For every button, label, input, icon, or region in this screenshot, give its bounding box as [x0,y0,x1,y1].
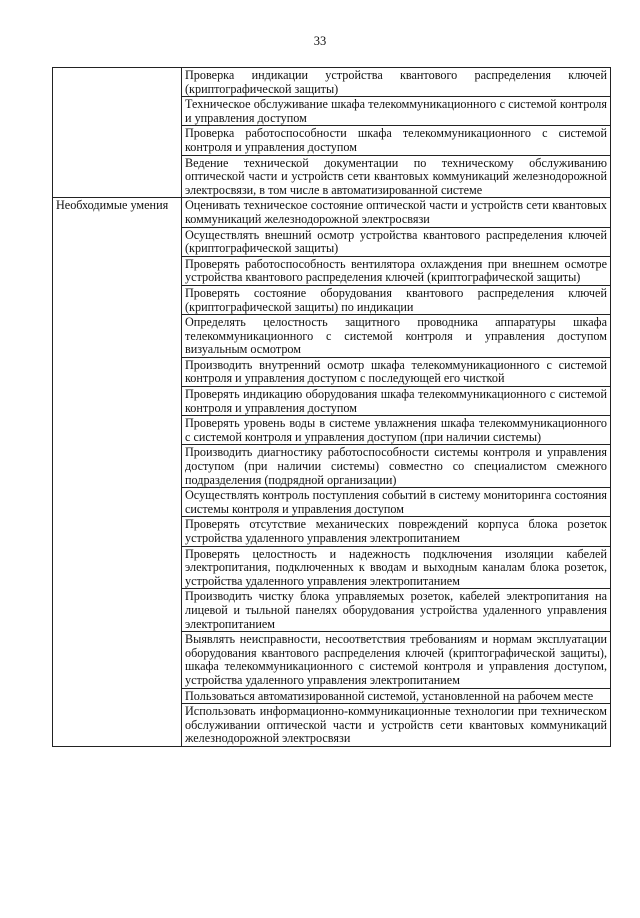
table-cell-item: Техническое обслуживание шкафа телекоммуникационного с системой контроля и управления доступом [182,97,611,126]
table-cell-item: Проверять уровень воды в системе увлажнения шкафа телекоммуникационного с системой контроля и управления доступом (при наличии системы) [182,416,611,445]
competency-table [52,67,611,747]
table-cell-item: Производить внутренний осмотр шкафа телекоммуникационного с системой контроля и управления доступом с последующей его чисткой [182,357,611,386]
table-cell-item: Проверять состояние оборудования квантового распределения ключей (криптографической защиты) по индикации [182,285,611,314]
table-cell-item: Производить чистку блока управляемых розеток, кабелей электропитания на лицевой и тыльной панелях оборудования устройства удаленного управления электропитанием [182,589,611,632]
table-row [53,68,611,97]
skills-label-cell: Необходимые умения [53,198,182,747]
table-cell-item: Оценивать техническое состояние оптической части и устройств сети квантовых коммуникаций железнодорожной электросвязи [182,198,611,227]
table-row [53,198,611,227]
table-cell-item: Проверять индикацию оборудования шкафа телекоммуникационного с системой контроля и управления доступом [182,387,611,416]
table-cell-item: Проверять работоспособность вентилятора охлаждения при внешнем осмотре устройства квантового распределения ключей (криптографической защиты) [182,256,611,285]
table-cell-item: Осуществлять внешний осмотр устройства квантового распределения ключей (криптографической защиты) [182,227,611,256]
table-cell-item: Проверка индикации устройства квантового распределения ключей (криптографической защиты) [182,68,611,97]
table-cell-item: Пользоваться автоматизированной системой, установленной на рабочем месте [182,688,611,704]
table-cell-item: Проверять отсутствие механических повреждений корпуса блока розеток устройства удаленного управления электропитанием [182,517,611,546]
table-cell-item: Производить диагностику работоспособности системы контроля и управления доступом (при наличии системы) совместно со специалистом смежного подразделения (подрядной организации) [182,445,611,488]
continued-label-cell [53,68,182,198]
table-cell-item: Определять целостность защитного проводника аппаратуры шкафа телекоммуникационного с системой контроля и управления доступом визуальным осмотром [182,315,611,358]
table-cell-item: Выявлять неисправности, несоответствия требованиям и нормам эксплуатации оборудования квантового распределения ключей (криптографической защиты), шкафа телекоммуникационного с системой контроля и управления доступом, устройства удаленного управления электропитанием [182,632,611,688]
table-cell-item: Проверять целостность и надежность подключения изоляции кабелей электропитания, подключенных к вводам и выходным каналам блока розеток, устройства удаленного управления электропитанием [182,546,611,589]
table-cell-item: Осуществлять контроль поступления событий в систему мониторинга состояния системы контроля и управления доступом [182,488,611,517]
table-cell-item: Использовать информационно-коммуникационные технологии при техническом обслуживании оптической части и устройств сети квантовых коммуникаций железнодорожной электросвязи [182,704,611,747]
table-cell-item: Проверка работоспособности шкафа телекоммуникационного с системой контроля и управления доступом [182,126,611,155]
table-cell-item: Ведение технической документации по техническому обслуживанию оптической части и устройств сети квантовых коммуникаций железнодорожной электросвязи, в том числе в автоматизированной системе [182,155,611,198]
page-number: 33 [313,34,327,48]
